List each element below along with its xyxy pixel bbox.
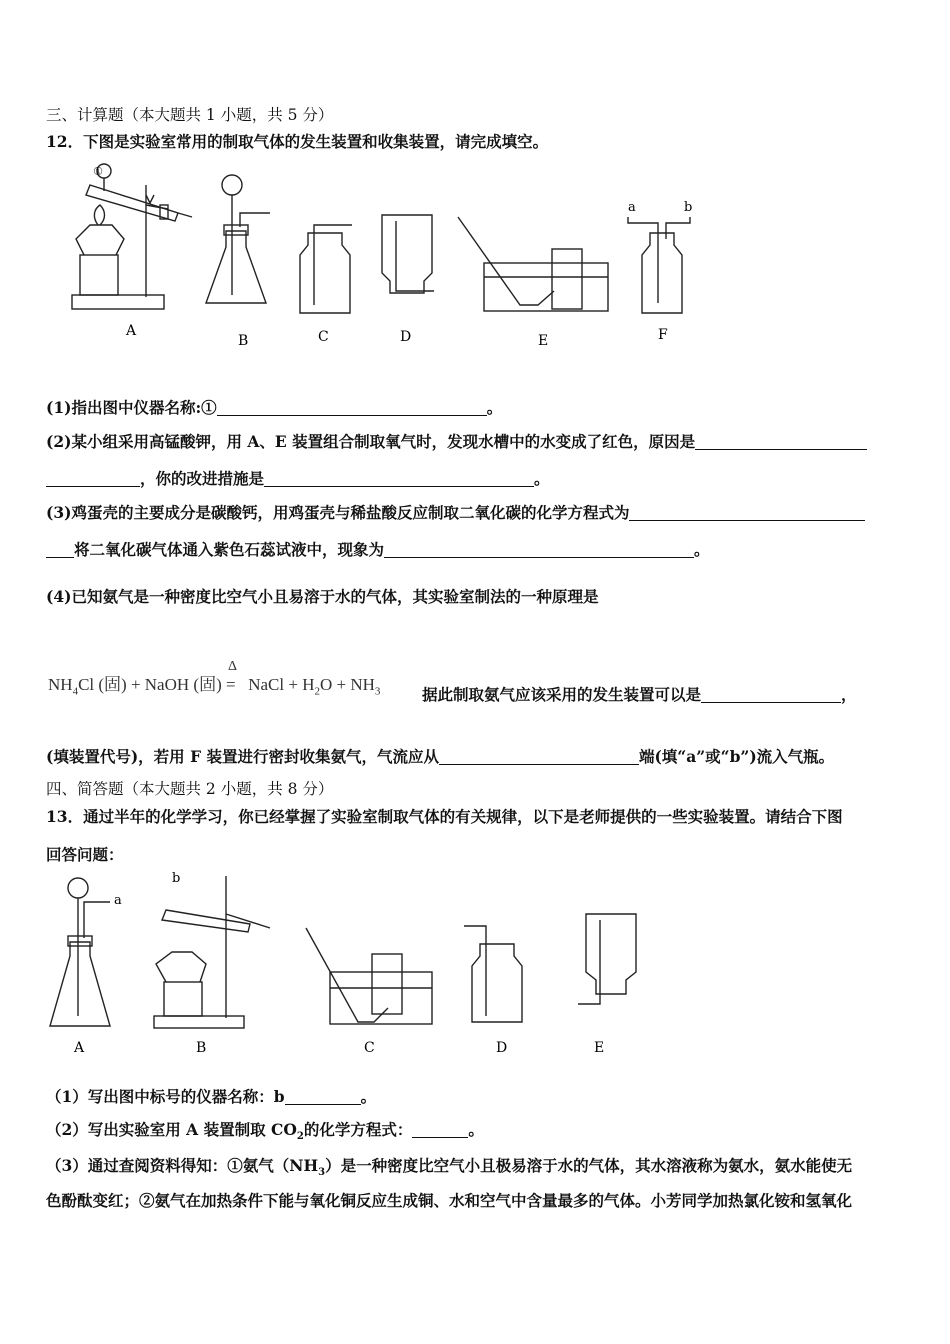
- apparatus-E: [458, 217, 608, 311]
- q12-part1: (1)指出图中仪器名称:① 。: [46, 398, 503, 417]
- blank-2a[interactable]: [695, 434, 867, 451]
- fig2-mark-b: b: [172, 871, 181, 886]
- blank-q13-2[interactable]: [412, 1122, 468, 1139]
- q12-part2-line2: ，你的改进措施是 。: [46, 467, 550, 489]
- q12-part4b: 据此制取氨气应该采用的发生装置可以是 ，: [422, 685, 857, 704]
- apparatus-D: [382, 215, 434, 293]
- fig2-label-A: A: [74, 1040, 85, 1056]
- fig1-port-b: b: [684, 200, 693, 215]
- blank-3a[interactable]: [629, 505, 865, 522]
- fig1-circled-1: ①: [93, 165, 103, 178]
- fig1-label-D: D: [400, 329, 412, 345]
- q12-part3-line2: 将二氧化碳气体通入紫色石蕊试液中，现象为 。: [46, 538, 710, 560]
- apparatus-D: [464, 926, 522, 1022]
- blank-4a[interactable]: [701, 687, 841, 704]
- fig2-label-D: D: [496, 1040, 508, 1056]
- apparatus-C: [306, 928, 432, 1024]
- q12-part4: (4)已知氨气是一种密度比空气小且易溶于水的气体，其实验室制法的一种原理是: [46, 587, 599, 606]
- q12-apparatus-figure: [60, 155, 720, 355]
- q13-stem-line2: 回答问题：: [46, 845, 124, 864]
- heat-delta: Δ: [227, 659, 237, 674]
- apparatus-A: [50, 878, 110, 1026]
- fig2-label-B: B: [196, 1040, 207, 1056]
- q13-part3-line2: 色酚酞变红；②氨气在加热条件下能与氧化铜反应生成铜、水和空气中含量最多的气体。小芳同学加热氯化铵和氢氧化: [46, 1191, 853, 1210]
- blank-5a[interactable]: [439, 749, 639, 766]
- fig2-label-C: C: [364, 1040, 375, 1056]
- apparatus-F: [628, 217, 690, 313]
- q13-stem-line1: 13．通过半年的化学学习，你已经掌握了实验室制取气体的有关规律，以下是老师提供的一些实验装置。请结合下图: [46, 807, 843, 826]
- q13-apparatus-figure: [40, 866, 660, 1056]
- q12-stem: 12．下图是实验室常用的制取气体的发生装置和收集装置，请完成填空。: [46, 132, 549, 151]
- fig2-mark-a: a: [114, 893, 122, 908]
- apparatus-B: [206, 175, 270, 303]
- apparatus-A: [72, 164, 192, 309]
- section3-title: 三、计算题（本大题共 1 小题，共 5 分）: [46, 106, 334, 124]
- fig1-port-a: a: [628, 200, 636, 215]
- blank-3b[interactable]: [46, 542, 74, 559]
- q13-part2: （2）写出实验室用 A 装置制取 $CO_2$的化学方程式： 。: [46, 1120, 484, 1143]
- section4-title: 四、简答题（本大题共 2 小题，共 8 分）: [46, 780, 334, 798]
- blank-2b[interactable]: [46, 471, 140, 488]
- q13-part1: （1）写出图中标号的仪器名称：b 。: [46, 1087, 377, 1106]
- apparatus-E: [578, 914, 636, 1004]
- ammonia-equation: $NH_4Cl$ (固) + NaOH (固) Δ = NaCl + $H_2O + NH_3$: [48, 659, 381, 698]
- q12-part3-line1: (3)鸡蛋壳的主要成分是碳酸钙，用鸡蛋壳与稀盐酸反应制取二氧化碳的化学方程式为: [46, 501, 865, 523]
- q12-part2-line1: (2)某小组采用高锰酸钾，用 A、E 装置组合制取氧气时，发现水槽中的水变成了红色，原因是: [46, 430, 867, 452]
- blank-q13-1[interactable]: [285, 1089, 361, 1106]
- fig1-label-E: E: [538, 333, 549, 349]
- blank-3c[interactable]: [384, 542, 694, 559]
- fig1-label-F: F: [658, 327, 668, 343]
- apparatus-B: [154, 876, 270, 1028]
- apparatus-C: [300, 225, 352, 313]
- fig1-label-B: B: [238, 333, 249, 349]
- fig2-label-E: E: [594, 1040, 605, 1056]
- q13-part3-line1: （3）通过查阅资料得知：①氨气$(NH_3)$是一种密度比空气小且极易溶于水的气体，其水溶液称为氨水，氨水能使无: [46, 1156, 853, 1179]
- fig1-label-C: C: [318, 329, 329, 345]
- fig1-label-A: A: [126, 323, 137, 339]
- q12-part5: (填装置代号)，若用 F 装置进行密封收集氨气，气流应从 端(填“a”或“b”)流入气瓶。: [46, 747, 835, 766]
- blank-2c[interactable]: [264, 471, 534, 488]
- blank-1[interactable]: [217, 400, 487, 417]
